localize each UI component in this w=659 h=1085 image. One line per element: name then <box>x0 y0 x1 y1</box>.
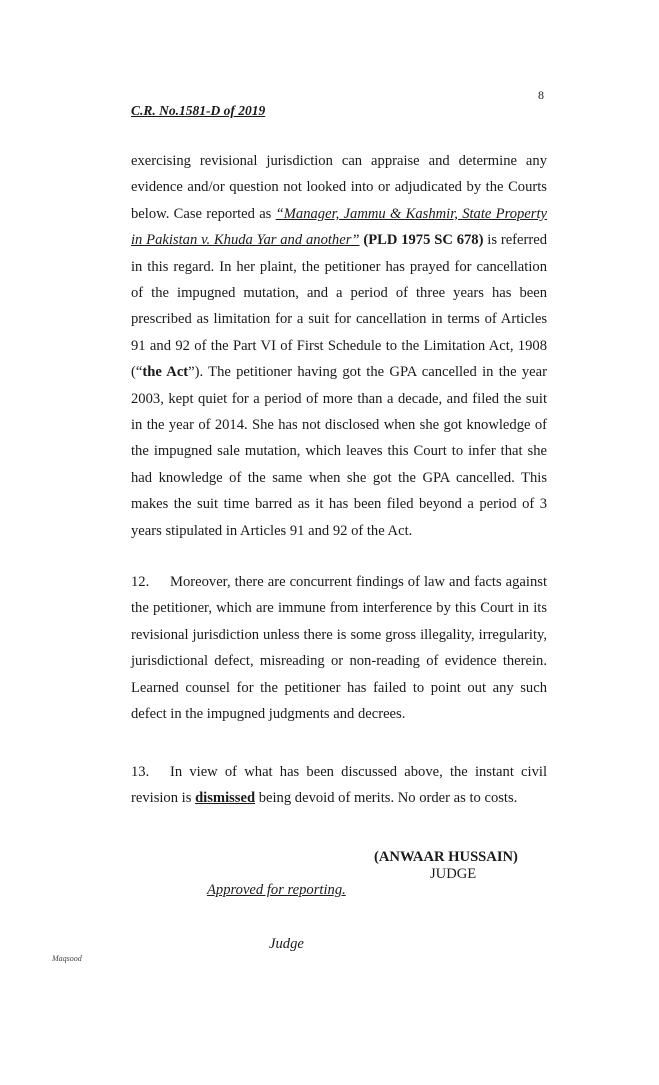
paragraph-number: 12. <box>131 574 150 590</box>
initials: Maqsood <box>52 954 82 963</box>
para-text: ”). The petitioner having got the GPA cancelled in the year 2003, kept quiet for a period of more than a decade, and filed the suit in the year of 2014. She has not disclosed when she got knowledge of the impugned sale mutation, which leaves this Court to infer that she had knowledge of the same when she got the GPA cancelled. This makes the suit time barred as it has been filed beyond a period of 3 years stipulated in Articles 91 and 92 of the Act. <box>131 364 547 539</box>
para-text: In view of what has been discussed above, the instant civil revision is <box>131 764 547 807</box>
approved-for-reporting: Approved for reporting. <box>207 882 346 898</box>
signature-name: (ANWAAR HUSSAIN) <box>374 849 518 865</box>
defined-term: the Act <box>142 364 189 381</box>
para-text: exercising revisional jurisdiction can appraise and determine any evidence and/or question not looked into or adjudicated by the Courts below. Case reported as <box>131 153 547 222</box>
paragraph-number: 13. <box>131 764 150 780</box>
paragraph-12 <box>131 569 547 727</box>
case-title: “Manager, Jammu & Kashmir, State Property in Pakistan v. Khuda Yar and another” <box>131 205 547 249</box>
case-reference: C.R. No.1581-D of 2019 <box>131 103 266 118</box>
judge-label: Judge <box>269 936 304 952</box>
signature-title: JUDGE <box>430 866 477 882</box>
para-text: Moreover, there are concurrent findings of law and facts against the petitioner, which are immune from interference by this Court in its revisional jurisdiction unless there is some gross illegality, irregularity, jurisdictional defect, misreading or non-reading of evidence therein. Learned counsel for the petitioner has failed to point out any such defect in the impugned judgments and decrees. <box>131 574 547 723</box>
para-text: is referred in this regard. In her plaint, the petitioner has prayed for cancellation of the impugned mutation, and a period of three years has been prescribed as limitation for a suit for cancellation in terms of Articles 91 and 92 of the Part VI of First Schedule to the Limitation Act, 1908 (“ <box>131 232 548 381</box>
page-number: 8 <box>538 88 544 102</box>
dismissed-emphasis: dismissed <box>195 790 256 807</box>
para-text: being devoid of merits. No order as to costs. <box>255 790 518 807</box>
paragraph-continued <box>131 148 547 544</box>
citation: (PLD 1975 SC 678) <box>363 232 484 249</box>
paragraph-13 <box>131 759 547 812</box>
